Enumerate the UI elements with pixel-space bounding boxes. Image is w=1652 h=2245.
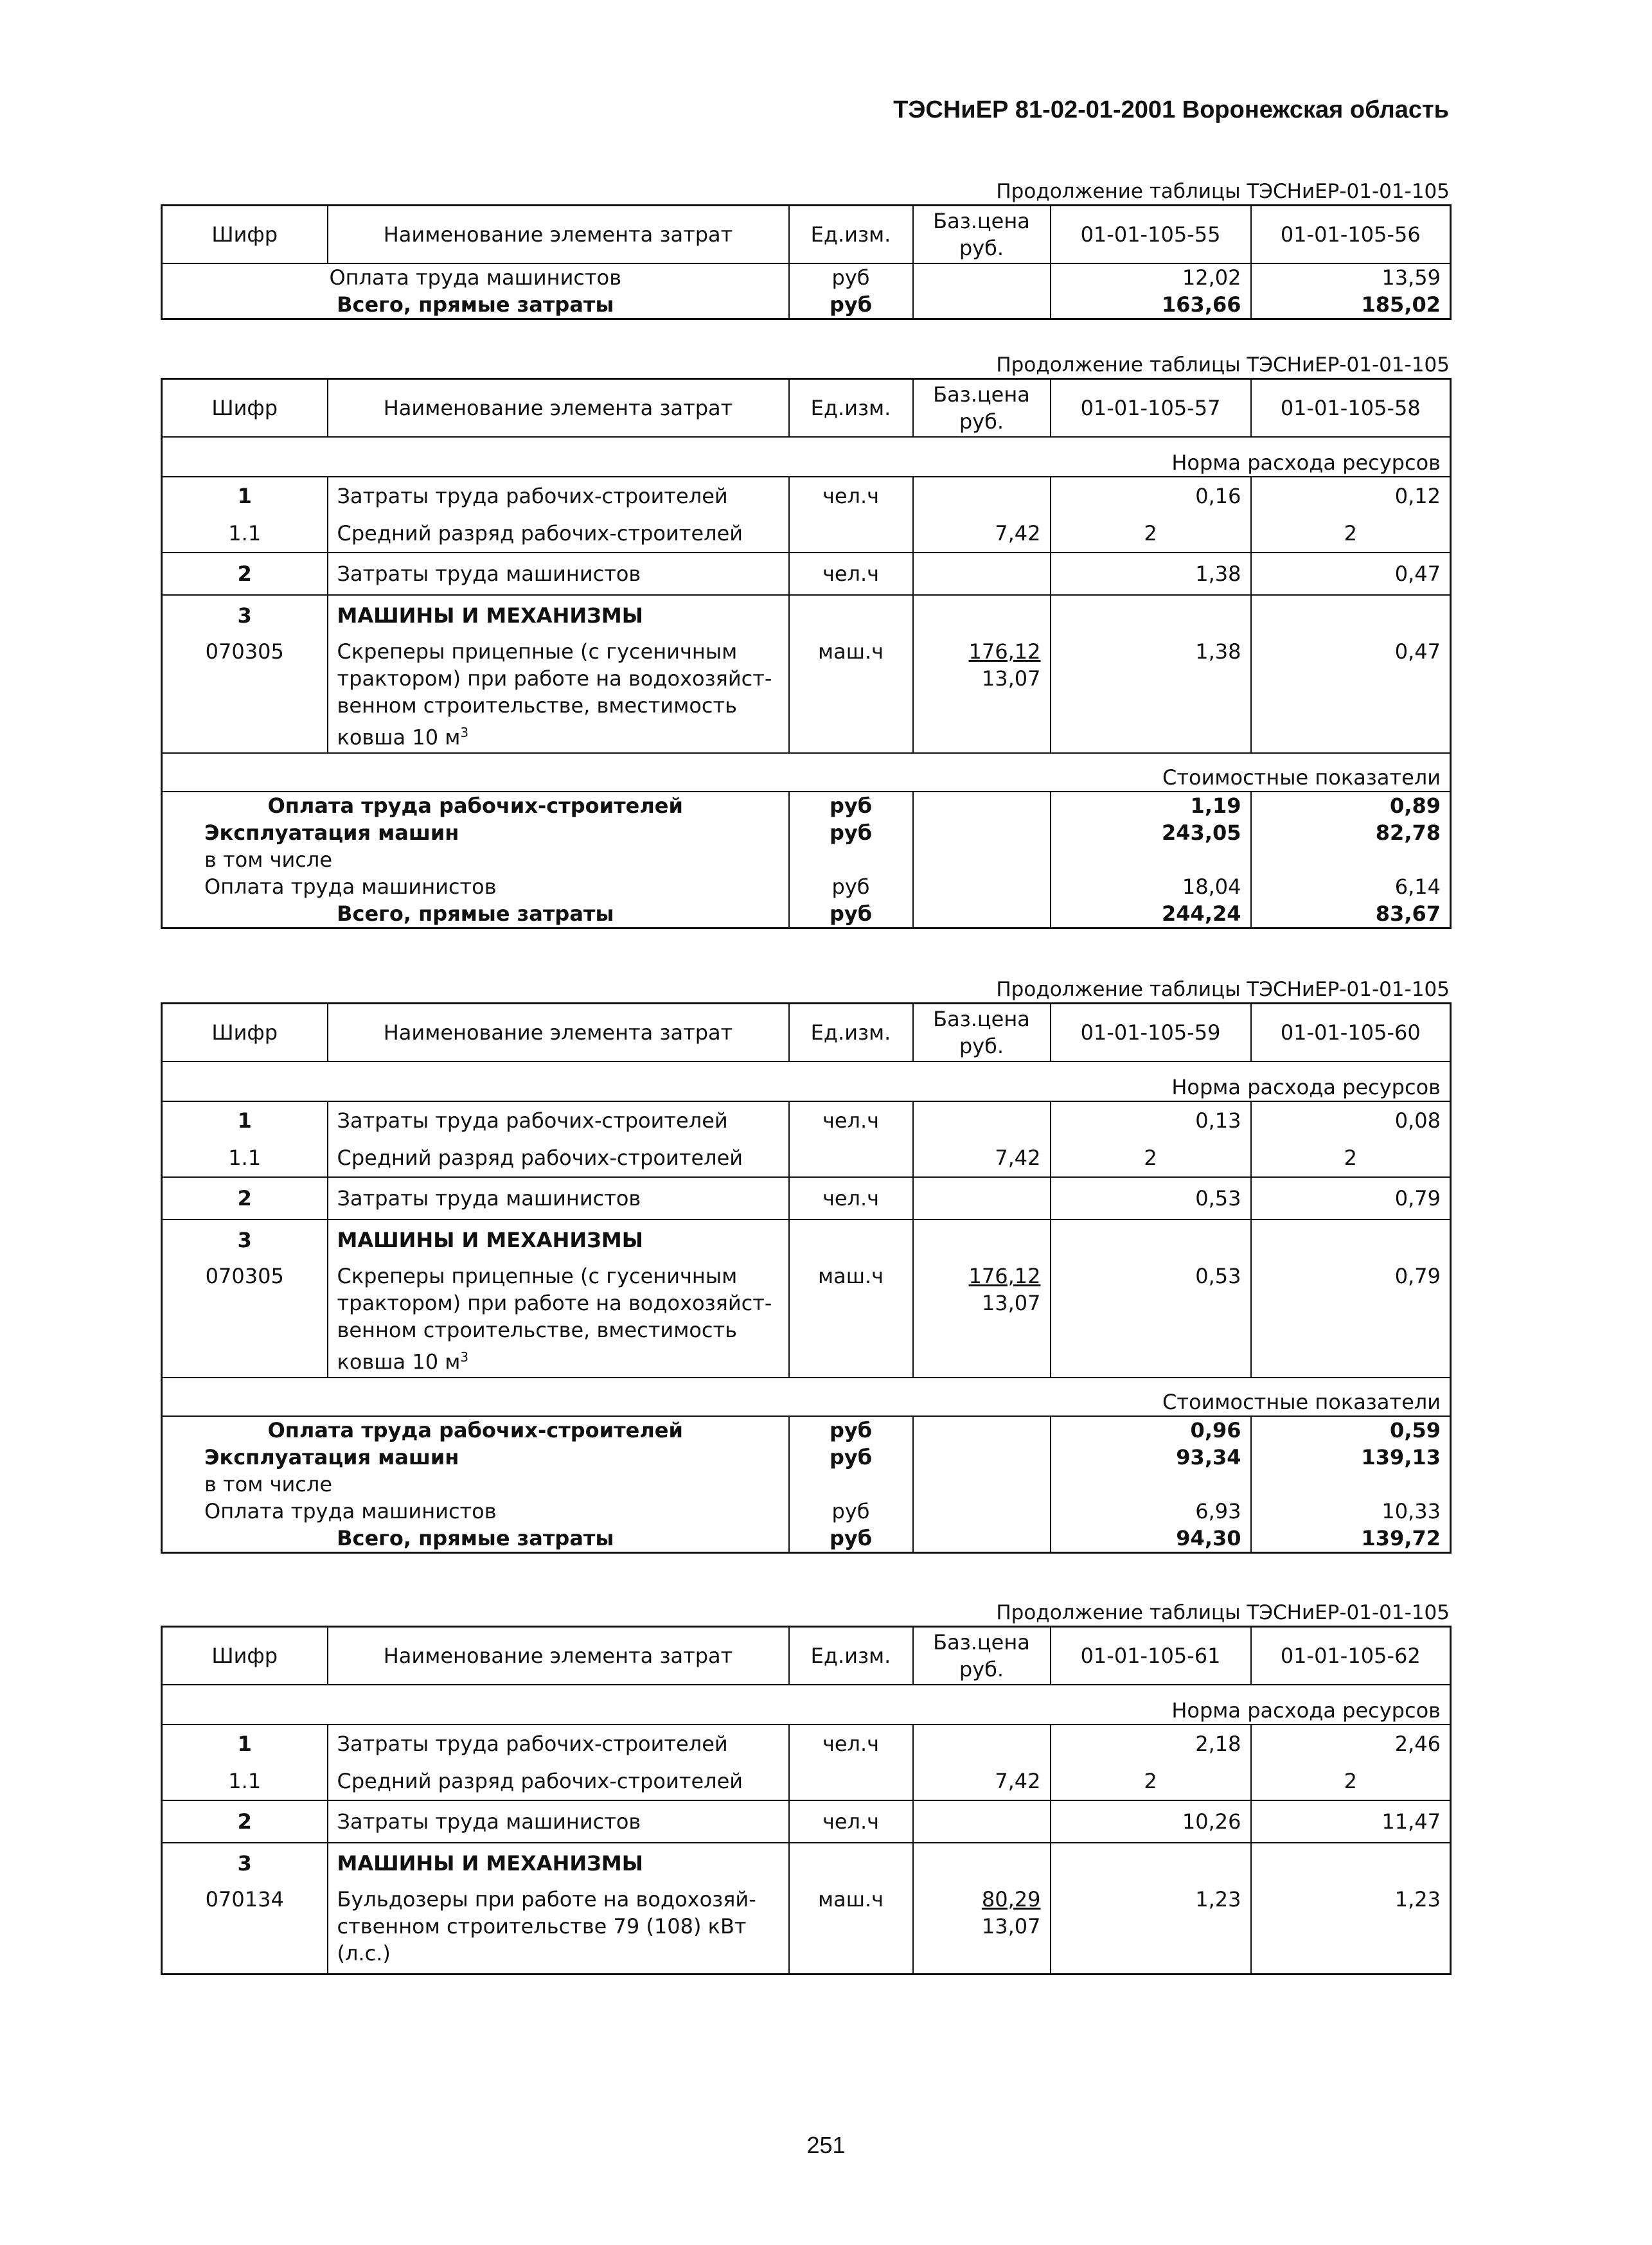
- price-bottom: 13,07: [981, 1914, 1041, 1939]
- cost-value-a: 0,96: [1051, 1416, 1251, 1444]
- row-value-b: 185,02: [1251, 291, 1451, 319]
- row-price: 7,42: [913, 1762, 1051, 1800]
- col-unit-header: Ед.изм.: [789, 206, 913, 264]
- cost-row: [162, 1498, 1451, 1525]
- row-price: [913, 477, 1051, 515]
- resource-table-3: [161, 1002, 1452, 1554]
- cost-unit: руб: [789, 792, 913, 819]
- row-name: Затраты труда рабочих-строителей: [328, 1725, 789, 1762]
- cost-row: [162, 1416, 1451, 1444]
- cost-name: Эксплуатация машин: [162, 1444, 789, 1471]
- price-header-line2: руб.: [959, 1657, 1004, 1682]
- cost-value-b: [1251, 1471, 1451, 1498]
- cost-unit: [789, 846, 913, 873]
- cost-name: Оплата труда рабочих-строителей: [162, 1416, 789, 1444]
- cost-row: [162, 792, 1451, 819]
- table-caption: Продолжение таблицы ТЭСНиЕР-01-01-105: [996, 1601, 1450, 1624]
- cost-name: в том числе: [162, 846, 789, 873]
- col-name-header: Наименование элемента затрат: [328, 1627, 789, 1685]
- row-unit: чел.ч: [789, 1800, 913, 1843]
- cost-unit: руб: [789, 1525, 913, 1553]
- row-price: [913, 1883, 1051, 1974]
- row-price: [913, 1800, 1051, 1843]
- row-name: Затраты труда машинистов: [328, 1177, 789, 1220]
- row-code: 1: [162, 1725, 328, 1762]
- table-row-group: [162, 1843, 1451, 1883]
- cost-value-b: 0,59: [1251, 1416, 1451, 1444]
- row-code: 1.1: [162, 1762, 328, 1800]
- table-row: [162, 1177, 1451, 1220]
- cost-unit: руб: [789, 900, 913, 928]
- row-code: 1.1: [162, 1139, 328, 1177]
- cost-value-a: [1051, 846, 1251, 873]
- row-unit: чел.ч: [789, 553, 913, 595]
- row-value-b: [1251, 595, 1451, 635]
- row-unit: чел.ч: [789, 477, 913, 515]
- row-unit: чел.ч: [789, 1101, 913, 1139]
- row-name: Затраты труда машинистов: [328, 553, 789, 595]
- col-b-header: 01-01-105-58: [1251, 379, 1451, 438]
- row-unit: чел.ч: [789, 1177, 913, 1220]
- col-price-header: [913, 206, 1051, 264]
- cost-value-b: 10,33: [1251, 1498, 1451, 1525]
- row-value-a: 0,53: [1051, 1177, 1251, 1220]
- cost-price: [913, 1416, 1051, 1444]
- resource-table-4: [161, 1626, 1452, 1975]
- row-price: [913, 635, 1051, 753]
- row-value-a: 2: [1051, 515, 1251, 553]
- row-code: 1: [162, 1101, 328, 1139]
- row-code: 3: [162, 1220, 328, 1260]
- cost-name: Оплата труда машинистов: [162, 1498, 789, 1525]
- cost-price: [913, 819, 1051, 846]
- row-value-a: 1,38: [1051, 635, 1251, 753]
- cost-value-a: 243,05: [1051, 819, 1251, 846]
- cost-row-total: [162, 900, 1451, 928]
- row-name: Всего, прямые затраты: [162, 291, 789, 319]
- cost-name: Всего, прямые затраты: [162, 1525, 789, 1553]
- col-b-header: 01-01-105-62: [1251, 1627, 1451, 1685]
- desc-line-4: ковша 10 м: [337, 1349, 461, 1374]
- row-price: [913, 553, 1051, 595]
- row-code: 2: [162, 1177, 328, 1220]
- section-row-costs: [162, 753, 1451, 792]
- desc-superscript: 3: [460, 725, 469, 740]
- row-name: МАШИНЫ И МЕХАНИЗМЫ: [328, 595, 789, 635]
- cost-price: [913, 846, 1051, 873]
- cost-row: [162, 1471, 1451, 1498]
- col-b-header: 01-01-105-60: [1251, 1004, 1451, 1062]
- desc-line-3: венном строительстве, вместимость: [337, 693, 737, 718]
- cost-row: [162, 873, 1451, 900]
- row-name: МАШИНЫ И МЕХАНИЗМЫ: [328, 1843, 789, 1883]
- table-caption: Продолжение таблицы ТЭСНиЕР-01-01-105: [996, 180, 1450, 203]
- row-unit: [789, 515, 913, 553]
- price-top: 176,12: [968, 1264, 1041, 1288]
- row-value-a: 1,38: [1051, 553, 1251, 595]
- row-code: 070305: [162, 635, 328, 753]
- row-value-a: 0,53: [1051, 1260, 1251, 1378]
- row-value-b: 0,08: [1251, 1101, 1451, 1139]
- table-row-machine: [162, 635, 1451, 753]
- cost-value-a: 244,24: [1051, 900, 1251, 928]
- row-unit: [789, 1843, 913, 1883]
- row-name: Средний разряд рабочих-строителей: [328, 1139, 789, 1177]
- norms-label: Норма расхода ресурсов: [162, 1061, 1451, 1101]
- row-code: 070305: [162, 1260, 328, 1378]
- desc-line-1: Скреперы прицепные (с гусеничным: [337, 1264, 738, 1288]
- section-row-norms: [162, 1061, 1451, 1101]
- table-caption: Продолжение таблицы ТЭСНиЕР-01-01-105: [996, 353, 1450, 377]
- price-header-line2: руб.: [959, 236, 1004, 260]
- row-value-a: [1051, 1220, 1251, 1260]
- row-value-b: 2: [1251, 1762, 1451, 1800]
- col-price-header: [913, 379, 1051, 438]
- col-code-header: Шифр: [162, 379, 328, 438]
- table-row: [162, 1139, 1451, 1177]
- row-value-b: 0,47: [1251, 553, 1451, 595]
- row-value-a: [1051, 595, 1251, 635]
- row-unit: маш.ч: [789, 1883, 913, 1974]
- row-value-a: 0,13: [1051, 1101, 1251, 1139]
- table-row: [162, 1725, 1451, 1762]
- table-row: [162, 1800, 1451, 1843]
- desc-line-2: ственном строительстве 79 (108) кВт: [337, 1914, 747, 1939]
- table-header-row: [162, 206, 1451, 264]
- desc-line-3: венном строительстве, вместимость: [337, 1318, 737, 1342]
- price-header-line1: Баз.цена: [933, 382, 1030, 407]
- cost-value-b: 139,72: [1251, 1525, 1451, 1553]
- cost-row: [162, 846, 1451, 873]
- cost-price: [913, 1444, 1051, 1471]
- cost-price: [913, 900, 1051, 928]
- row-code: 2: [162, 1800, 328, 1843]
- col-code-header: Шифр: [162, 1627, 328, 1685]
- col-name-header: Наименование элемента затрат: [328, 1004, 789, 1062]
- col-unit-header: Ед.изм.: [789, 379, 913, 438]
- table-header-row: [162, 1004, 1451, 1062]
- row-value-b: 0,47: [1251, 635, 1451, 753]
- table-row: [162, 263, 1451, 291]
- resource-table-2: [161, 378, 1452, 929]
- table-caption: Продолжение таблицы ТЭСНиЕР-01-01-105: [996, 978, 1450, 1001]
- costs-label: Стоимостные показатели: [162, 753, 1451, 792]
- col-name-header: Наименование элемента затрат: [328, 379, 789, 438]
- row-value-b: 1,23: [1251, 1883, 1451, 1974]
- row-name: Оплата труда машинистов: [162, 263, 789, 291]
- cost-name: Всего, прямые затраты: [162, 900, 789, 928]
- cost-value-b: [1251, 846, 1451, 873]
- row-name: МАШИНЫ И МЕХАНИЗМЫ: [328, 1220, 789, 1260]
- row-value-a: 2: [1051, 1139, 1251, 1177]
- row-price: 7,42: [913, 515, 1051, 553]
- cost-unit: руб: [789, 1444, 913, 1471]
- row-value-a: 0,16: [1051, 477, 1251, 515]
- row-value-b: 2: [1251, 515, 1451, 553]
- table-row: [162, 1762, 1451, 1800]
- row-code: 070134: [162, 1883, 328, 1974]
- row-value-b: [1251, 1220, 1451, 1260]
- row-code: 3: [162, 595, 328, 635]
- norms-label: Норма расхода ресурсов: [162, 1685, 1451, 1725]
- section-row-norms: [162, 437, 1451, 477]
- cost-unit: [789, 1471, 913, 1498]
- table-row: [162, 553, 1451, 595]
- cost-value-a: 93,34: [1051, 1444, 1251, 1471]
- row-unit: маш.ч: [789, 1260, 913, 1378]
- row-value-b: 11,47: [1251, 1800, 1451, 1843]
- row-unit: [789, 1139, 913, 1177]
- row-unit: [789, 1220, 913, 1260]
- row-value-a: 12,02: [1051, 263, 1251, 291]
- price-header-line1: Баз.цена: [933, 1007, 1030, 1031]
- row-price: [913, 1260, 1051, 1378]
- cost-value-b: 6,14: [1251, 873, 1451, 900]
- row-unit: руб: [789, 291, 913, 319]
- row-value-b: 2,46: [1251, 1725, 1451, 1762]
- price-header-line2: руб.: [959, 1034, 1004, 1058]
- row-price: 7,42: [913, 1139, 1051, 1177]
- table-row: [162, 477, 1451, 515]
- row-value-b: [1251, 1843, 1451, 1883]
- price-header-line1: Баз.цена: [933, 209, 1030, 233]
- desc-line-4: ковша 10 м: [337, 725, 461, 750]
- cost-price: [913, 792, 1051, 819]
- costs-label: Стоимостные показатели: [162, 1378, 1451, 1416]
- cost-unit: руб: [789, 1416, 913, 1444]
- cost-name: Оплата труда рабочих-строителей: [162, 792, 789, 819]
- row-price: [913, 1101, 1051, 1139]
- row-code: 1.1: [162, 515, 328, 553]
- row-value-b: 2: [1251, 1139, 1451, 1177]
- price-header-line2: руб.: [959, 409, 1004, 434]
- table-header-row: [162, 379, 1451, 438]
- table-row: [162, 515, 1451, 553]
- row-name: Затраты труда рабочих-строителей: [328, 477, 789, 515]
- row-value-b: 0,79: [1251, 1177, 1451, 1220]
- section-row-norms: [162, 1685, 1451, 1725]
- cost-unit: руб: [789, 1498, 913, 1525]
- row-price: [913, 1725, 1051, 1762]
- row-name: Затраты труда рабочих-строителей: [328, 1101, 789, 1139]
- row-name: Средний разряд рабочих-строителей: [328, 1762, 789, 1800]
- row-unit: [789, 1762, 913, 1800]
- table-row: [162, 1101, 1451, 1139]
- col-a-header: 01-01-105-55: [1051, 206, 1251, 264]
- row-value-a: [1051, 1843, 1251, 1883]
- row-unit: чел.ч: [789, 1725, 913, 1762]
- table-row-machine: [162, 1260, 1451, 1378]
- table-section-3: [161, 977, 1450, 1554]
- row-unit: маш.ч: [789, 635, 913, 753]
- row-name: [328, 1883, 789, 1974]
- table-row-machine: [162, 1883, 1451, 1974]
- table-section-1: [161, 179, 1450, 320]
- cost-value-a: [1051, 1471, 1251, 1498]
- col-a-header: 01-01-105-59: [1051, 1004, 1251, 1062]
- resource-table-1: [161, 204, 1452, 320]
- row-name: [328, 635, 789, 753]
- table-section-4: [161, 1600, 1450, 1975]
- row-price: [913, 1220, 1051, 1260]
- row-value-a: 10,26: [1051, 1800, 1251, 1843]
- cost-price: [913, 1471, 1051, 1498]
- document-title: ТЭСНиЕР 81-02-01-2001 Воронежская область: [893, 96, 1449, 123]
- desc-line-2: трактором) при работе на водохозяйст-: [337, 666, 772, 691]
- table-row-group: [162, 595, 1451, 635]
- row-value-b: 0,12: [1251, 477, 1451, 515]
- cost-price: [913, 873, 1051, 900]
- page-number: 251: [806, 2132, 846, 2158]
- row-code: 1: [162, 477, 328, 515]
- row-value-b: 0,79: [1251, 1260, 1451, 1378]
- desc-line-1: Скреперы прицепные (с гусеничным: [337, 639, 738, 664]
- row-value-a: 2: [1051, 1762, 1251, 1800]
- cost-value-b: 0,89: [1251, 792, 1451, 819]
- cost-value-a: 1,19: [1051, 792, 1251, 819]
- cost-price: [913, 1498, 1051, 1525]
- section-row-costs: [162, 1378, 1451, 1416]
- cost-name: в том числе: [162, 1471, 789, 1498]
- cost-name: Оплата труда машинистов: [162, 873, 789, 900]
- cost-value-b: 83,67: [1251, 900, 1451, 928]
- row-value-a: 163,66: [1051, 291, 1251, 319]
- col-a-header: 01-01-105-61: [1051, 1627, 1251, 1685]
- row-name: Затраты труда машинистов: [328, 1800, 789, 1843]
- cost-value-b: 139,13: [1251, 1444, 1451, 1471]
- price-bottom: 13,07: [981, 666, 1041, 691]
- col-price-header: [913, 1004, 1051, 1062]
- cost-row: [162, 1444, 1451, 1471]
- desc-line-2: трактором) при работе на водохозяйст-: [337, 1291, 772, 1315]
- row-code: 2: [162, 553, 328, 595]
- table-header-row: [162, 1627, 1451, 1685]
- cost-unit: руб: [789, 819, 913, 846]
- row-price: [913, 595, 1051, 635]
- desc-line-1: Бульдозеры при работе на водохозяй-: [337, 1887, 756, 1912]
- row-unit: [789, 595, 913, 635]
- row-name: [328, 1260, 789, 1378]
- row-value-b: 13,59: [1251, 263, 1451, 291]
- desc-superscript: 3: [460, 1349, 469, 1365]
- cost-row-total: [162, 1525, 1451, 1553]
- cost-value-a: 94,30: [1051, 1525, 1251, 1553]
- row-unit: руб: [789, 263, 913, 291]
- col-a-header: 01-01-105-57: [1051, 379, 1251, 438]
- row-code: 3: [162, 1843, 328, 1883]
- cost-value-a: 6,93: [1051, 1498, 1251, 1525]
- row-price: [913, 1843, 1051, 1883]
- price-header-line1: Баз.цена: [933, 1630, 1030, 1655]
- row-price: [913, 263, 1051, 291]
- row-name: Средний разряд рабочих-строителей: [328, 515, 789, 553]
- cost-price: [913, 1525, 1051, 1553]
- desc-line-3: (л.с.): [337, 1941, 391, 1965]
- col-b-header: 01-01-105-56: [1251, 206, 1451, 264]
- price-top: 176,12: [968, 639, 1041, 664]
- col-unit-header: Ед.изм.: [789, 1004, 913, 1062]
- col-name-header: Наименование элемента затрат: [328, 206, 789, 264]
- col-code-header: Шифр: [162, 1004, 328, 1062]
- cost-row: [162, 819, 1451, 846]
- cost-value-a: 18,04: [1051, 873, 1251, 900]
- table-row-total: [162, 291, 1451, 319]
- cost-unit: руб: [789, 873, 913, 900]
- table-row-group: [162, 1220, 1451, 1260]
- row-price: [913, 291, 1051, 319]
- price-bottom: 13,07: [981, 1291, 1041, 1315]
- row-price: [913, 1177, 1051, 1220]
- norms-label: Норма расхода ресурсов: [162, 437, 1451, 477]
- cost-value-b: 82,78: [1251, 819, 1451, 846]
- col-price-header: [913, 1627, 1051, 1685]
- cost-name: Эксплуатация машин: [162, 819, 789, 846]
- col-unit-header: Ед.изм.: [789, 1627, 913, 1685]
- col-code-header: Шифр: [162, 206, 328, 264]
- row-value-a: 2,18: [1051, 1725, 1251, 1762]
- row-value-a: 1,23: [1051, 1883, 1251, 1974]
- table-section-2: [161, 352, 1450, 929]
- price-top: 80,29: [981, 1887, 1041, 1912]
